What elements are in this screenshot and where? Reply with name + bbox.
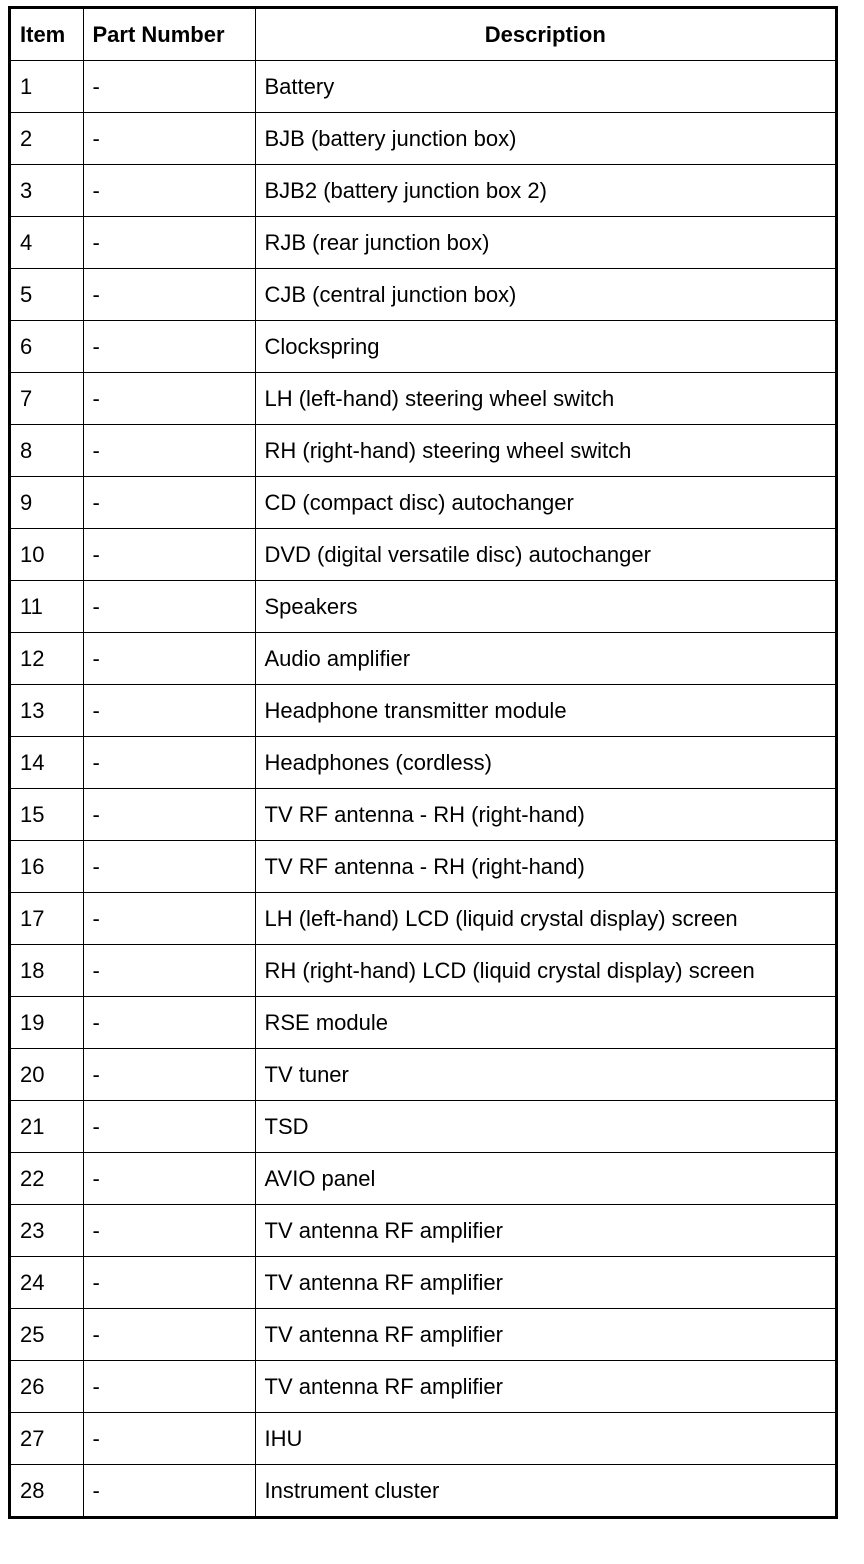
item-cell: 28	[11, 1465, 83, 1517]
description-cell: LH (left-hand) steering wheel switch	[255, 373, 835, 425]
description-cell: Clockspring	[255, 321, 835, 373]
description-cell: RJB (rear junction box)	[255, 217, 835, 269]
item-cell: 11	[11, 581, 83, 633]
part-number-cell: -	[83, 477, 255, 529]
part-number-cell: -	[83, 165, 255, 217]
item-cell: 21	[11, 1101, 83, 1153]
description-cell: TV antenna RF amplifier	[255, 1205, 835, 1257]
table-row	[11, 1257, 835, 1309]
part-number-cell: -	[83, 1361, 255, 1413]
item-cell: 6	[11, 321, 83, 373]
table-row	[11, 633, 835, 685]
description-cell: TV RF antenna - RH (right-hand)	[255, 789, 835, 841]
part-number-cell: -	[83, 425, 255, 477]
table-header	[11, 9, 835, 61]
table-row	[11, 945, 835, 997]
description-cell: DVD (digital versatile disc) autochanger	[255, 529, 835, 581]
part-number-cell: -	[83, 373, 255, 425]
description-cell: TV tuner	[255, 1049, 835, 1101]
part-number-cell: -	[83, 113, 255, 165]
item-cell: 2	[11, 113, 83, 165]
parts-table	[11, 9, 835, 1516]
item-cell: 25	[11, 1309, 83, 1361]
item-cell: 12	[11, 633, 83, 685]
part-number-cell: -	[83, 737, 255, 789]
part-number-cell: -	[83, 893, 255, 945]
table-row	[11, 1465, 835, 1517]
item-cell: 23	[11, 1205, 83, 1257]
table-row	[11, 789, 835, 841]
part-number-cell: -	[83, 217, 255, 269]
table-row	[11, 321, 835, 373]
part-number-cell: -	[83, 1101, 255, 1153]
item-cell: 22	[11, 1153, 83, 1205]
table-row	[11, 217, 835, 269]
item-cell: 5	[11, 269, 83, 321]
table-row	[11, 997, 835, 1049]
table-row	[11, 425, 835, 477]
part-number-cell: -	[83, 633, 255, 685]
table-row	[11, 1205, 835, 1257]
header-item: Item	[11, 9, 83, 61]
part-number-cell: -	[83, 1413, 255, 1465]
description-cell: Battery	[255, 61, 835, 113]
item-cell: 14	[11, 737, 83, 789]
item-cell: 9	[11, 477, 83, 529]
part-number-cell: -	[83, 685, 255, 737]
table-row	[11, 893, 835, 945]
table-row	[11, 1153, 835, 1205]
table-row	[11, 1361, 835, 1413]
description-cell: RH (right-hand) steering wheel switch	[255, 425, 835, 477]
part-number-cell: -	[83, 1205, 255, 1257]
part-number-cell: -	[83, 581, 255, 633]
description-cell: Instrument cluster	[255, 1465, 835, 1517]
item-cell: 24	[11, 1257, 83, 1309]
part-number-cell: -	[83, 841, 255, 893]
table-row	[11, 581, 835, 633]
description-cell: TSD	[255, 1101, 835, 1153]
item-cell: 13	[11, 685, 83, 737]
table-row	[11, 685, 835, 737]
header-row	[11, 9, 835, 61]
table-row	[11, 165, 835, 217]
table-body	[11, 61, 835, 1517]
item-cell: 4	[11, 217, 83, 269]
part-number-cell: -	[83, 529, 255, 581]
part-number-cell: -	[83, 1309, 255, 1361]
table-row	[11, 737, 835, 789]
table-row	[11, 373, 835, 425]
table-row	[11, 841, 835, 893]
table-row	[11, 1413, 835, 1465]
description-cell: BJB2 (battery junction box 2)	[255, 165, 835, 217]
description-cell: AVIO panel	[255, 1153, 835, 1205]
table-row	[11, 61, 835, 113]
description-cell: TV antenna RF amplifier	[255, 1257, 835, 1309]
table-row	[11, 269, 835, 321]
part-number-cell: -	[83, 1257, 255, 1309]
part-number-cell: -	[83, 1049, 255, 1101]
part-number-cell: -	[83, 1153, 255, 1205]
item-cell: 18	[11, 945, 83, 997]
part-number-cell: -	[83, 789, 255, 841]
table-row	[11, 1049, 835, 1101]
description-cell: Headphones (cordless)	[255, 737, 835, 789]
description-cell: TV antenna RF amplifier	[255, 1361, 835, 1413]
description-cell: CJB (central junction box)	[255, 269, 835, 321]
item-cell: 3	[11, 165, 83, 217]
item-cell: 10	[11, 529, 83, 581]
part-number-cell: -	[83, 321, 255, 373]
item-cell: 20	[11, 1049, 83, 1101]
description-cell: Audio amplifier	[255, 633, 835, 685]
description-cell: BJB (battery junction box)	[255, 113, 835, 165]
description-cell: TV RF antenna - RH (right-hand)	[255, 841, 835, 893]
part-number-cell: -	[83, 269, 255, 321]
table-row	[11, 1101, 835, 1153]
item-cell: 7	[11, 373, 83, 425]
description-cell: IHU	[255, 1413, 835, 1465]
description-cell: RSE module	[255, 997, 835, 1049]
description-cell: Headphone transmitter module	[255, 685, 835, 737]
table-row	[11, 1309, 835, 1361]
part-number-cell: -	[83, 997, 255, 1049]
header-description: Description	[255, 9, 835, 61]
part-number-cell: -	[83, 945, 255, 997]
item-cell: 16	[11, 841, 83, 893]
item-cell: 1	[11, 61, 83, 113]
description-cell: RH (right-hand) LCD (liquid crystal display) screen	[255, 945, 835, 997]
description-cell: CD (compact disc) autochanger	[255, 477, 835, 529]
description-cell: LH (left-hand) LCD (liquid crystal display) screen	[255, 893, 835, 945]
parts-table-container	[8, 6, 838, 1519]
item-cell: 15	[11, 789, 83, 841]
header-part-number: Part Number	[83, 9, 255, 61]
item-cell: 27	[11, 1413, 83, 1465]
table-row	[11, 113, 835, 165]
description-cell: TV antenna RF amplifier	[255, 1309, 835, 1361]
item-cell: 17	[11, 893, 83, 945]
part-number-cell: -	[83, 61, 255, 113]
item-cell: 8	[11, 425, 83, 477]
table-row	[11, 529, 835, 581]
table-row	[11, 477, 835, 529]
part-number-cell: -	[83, 1465, 255, 1517]
description-cell: Speakers	[255, 581, 835, 633]
item-cell: 19	[11, 997, 83, 1049]
item-cell: 26	[11, 1361, 83, 1413]
